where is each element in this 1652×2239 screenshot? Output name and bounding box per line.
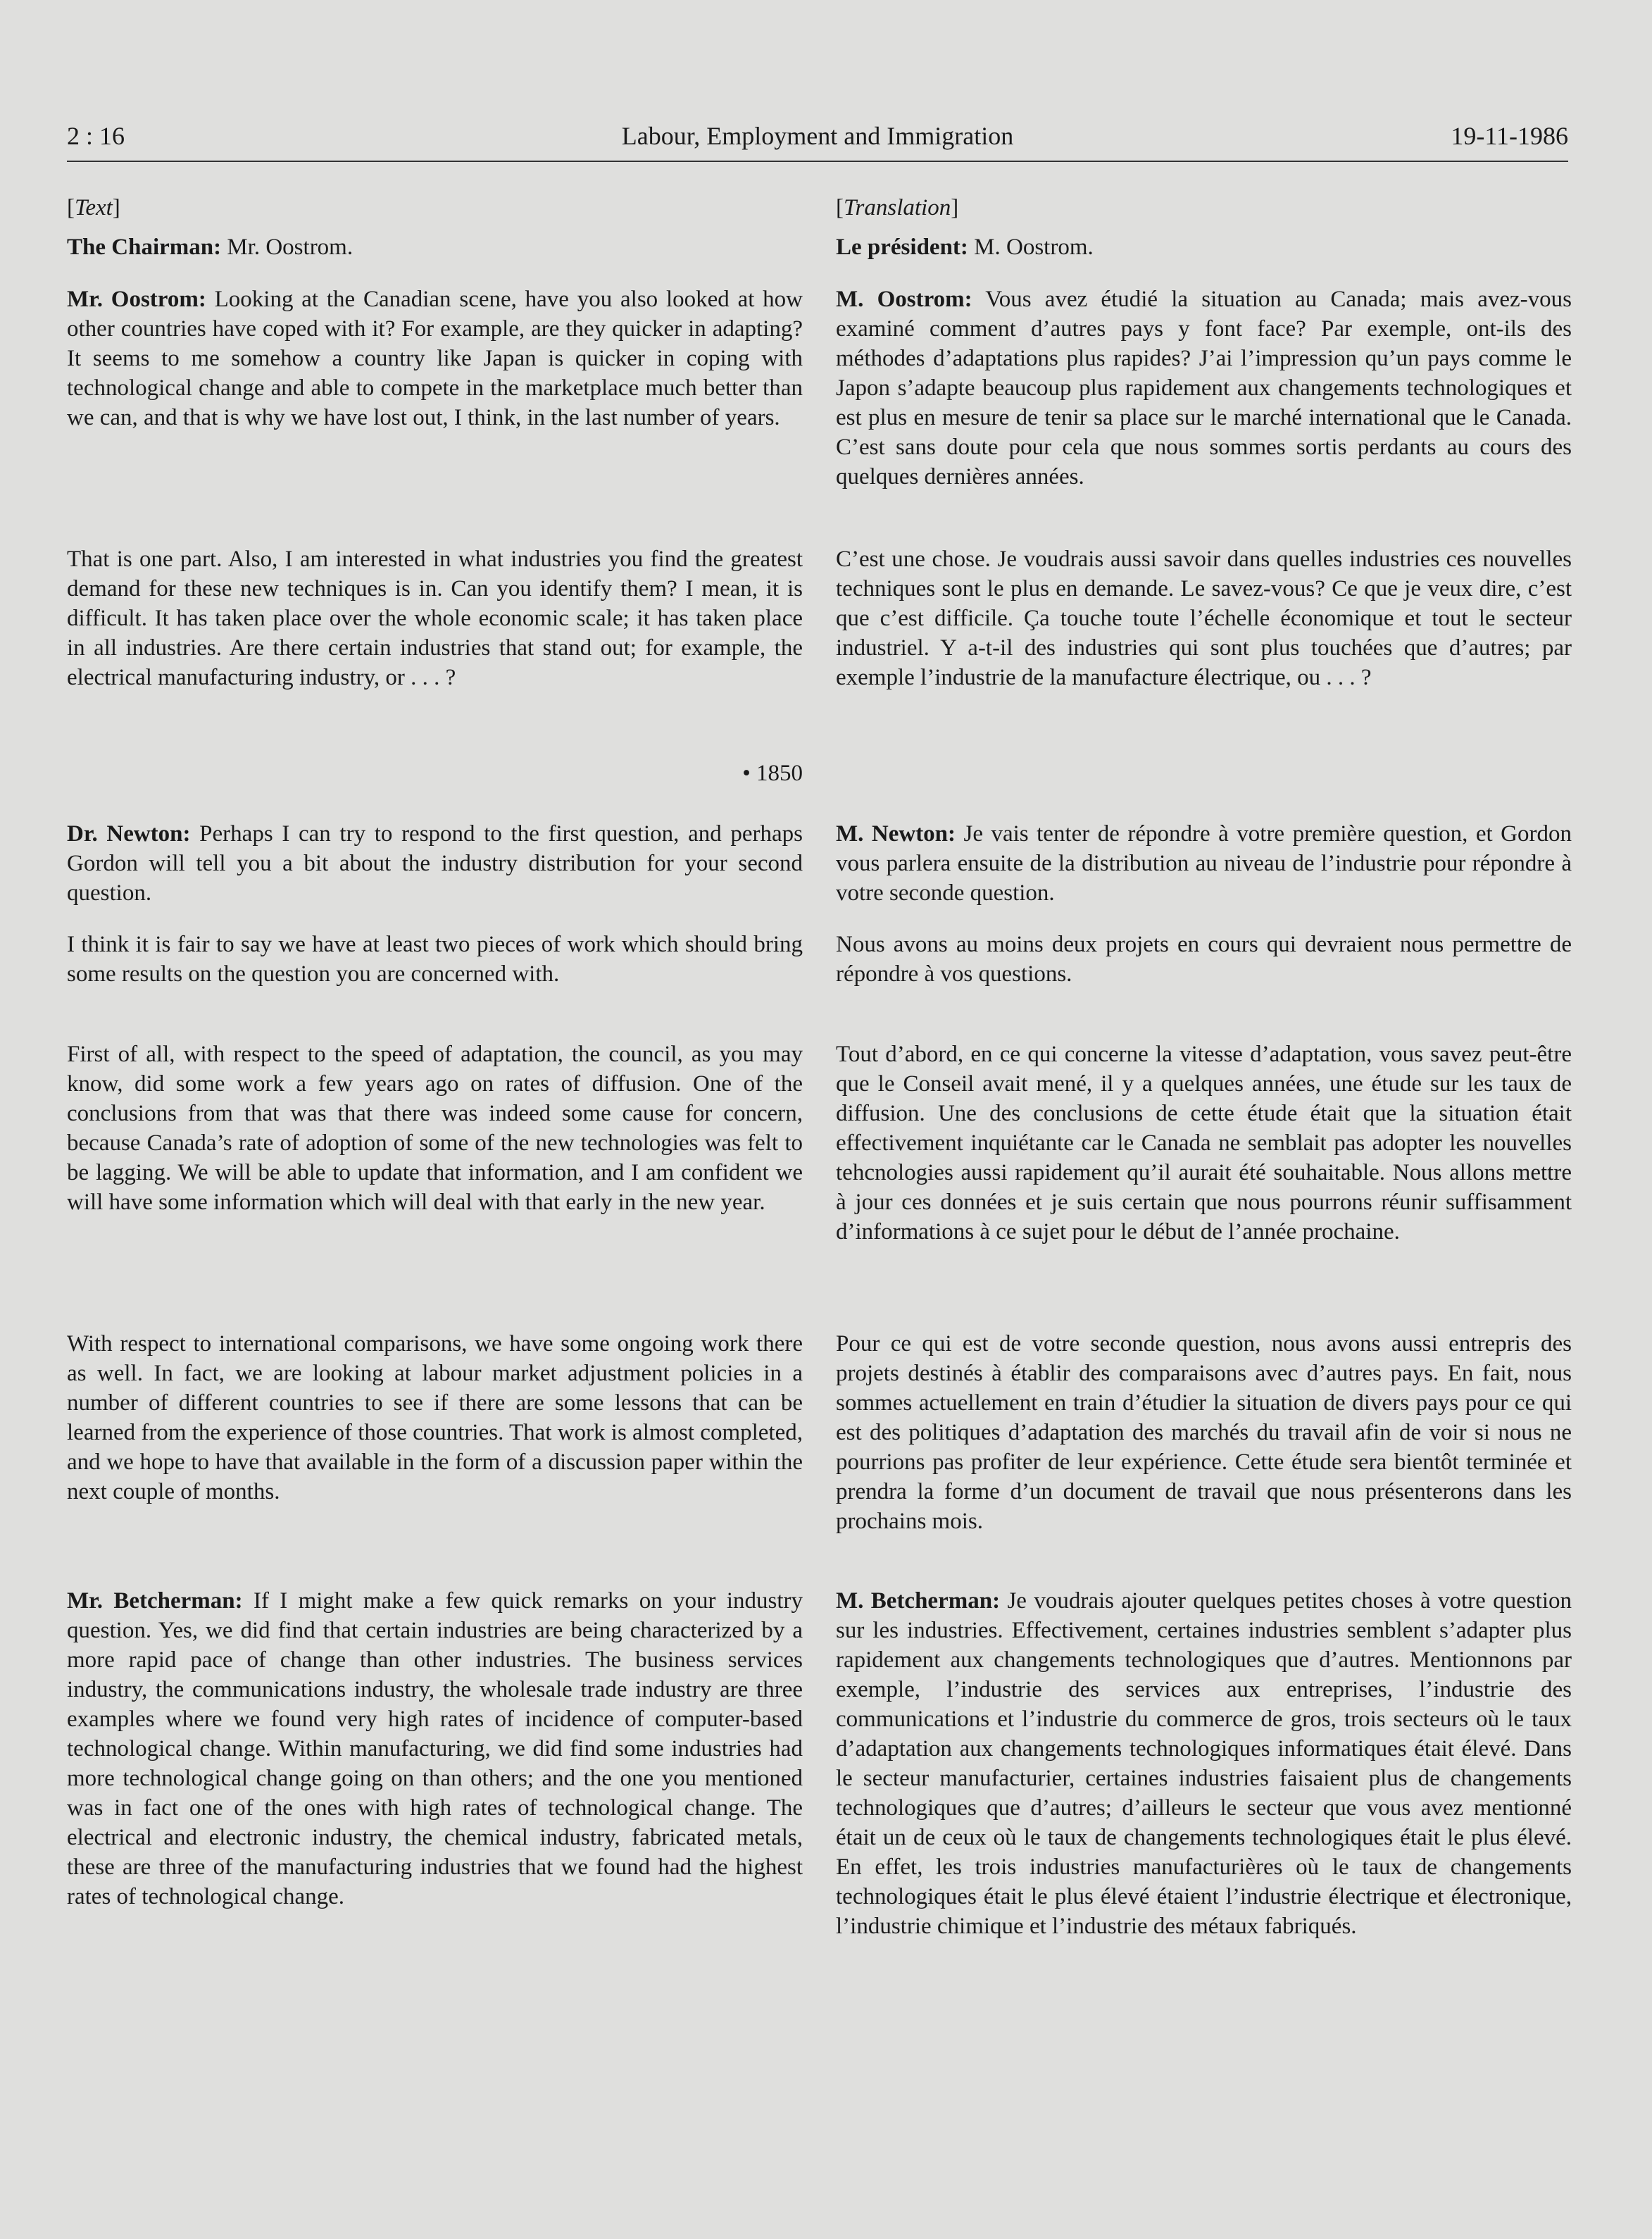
- speaker-name: Mr. Betcherman:: [67, 1588, 243, 1614]
- running-header: [67, 121, 1568, 161]
- speech-betcherman-fr: M. Betcherman: Je voudrais ajouter quelques petites choses à votre question sur les industries. Effectivement, certaines industries semblent s’adapter plus rapidement aux changements technologiques que d’autres. Mentionnons par exemple, l’industrie des services aux entreprises, l’industrie des communications et l’industrie du commerce de gros, trois secteurs où le taux d’adaptation aux changements technologiques informatiques était élevé. Dans le secteur manufacturier, certaines industries faisaient plus de changements technologiques que d’autres; d’ailleurs le secteur que vous avez mentionné était un de ceux où le taux de changements technologiques était le plus élevé. En effet, les trois industries manufacturières où le taux de changements technologiques était le plus élevé étaient l’industrie électrique et électronique, l’industrie chimique et l’industrie des métaux fabriqués.: [836, 1588, 1572, 1939]
- speech-newton-fr: M. Newton: Je vais tenter de répondre à votre première question, et Gordon vous parlera ensuite de la distribution au niveau de l’industrie pour répondre à votre seconde question.: [836, 821, 1572, 906]
- speaker-name: M. Betcherman:: [836, 1588, 1001, 1614]
- speech-oostrom: Mr. Oostrom: Looking at the Canadian scene, have you also looked at how other countries have coped with it? For example, are they quicker in adapting? It seems to me somehow a country like Japan is quicker in coping with technological change and able to compete in the marketplace much better than we can, and that is why we have lost out, I think, in the last number of years.: [67, 287, 803, 430]
- speaker-name: M. Oostrom:: [836, 287, 972, 312]
- header-rule: [67, 161, 1568, 162]
- running-title: Labour, Employment and Immigration: [621, 122, 1014, 150]
- speech-newton-comparisons: With respect to international comparisons, we have some ongoing work there as well. In fact, we are looking at labour market adjustment policies in a number of different countries to see if there are some lessons that can be learned from the experience of those countries. That work is almost completed, and we hope to have that available in the form of a discussion paper within the next couple of months.: [67, 1331, 803, 1504]
- speech-newton-adaptation: First of all, with respect to the speed of adaptation, the council, as you may know, did some work a few years ago on rates of diffusion. One of the conclusions from that was that there was indeed some cause for concern, because Canada’s rate of adoption of some of the new technologies was felt to be lagging. We will be able to update that information, and I am confident we will have some information which will deal with that early in the new year.: [67, 1042, 803, 1215]
- time-marker: • 1850: [742, 761, 803, 786]
- speech-oostrom-fr: M. Oostrom: Vous avez étudié la situation au Canada; mais avez-vous examiné comment d’autres pays y font face? Par exemple, ont-ils des méthodes d’adaptations plus rapides? J’ai l’impression qu’un pays comme le Japon s’adapte beaucoup plus rapidement aux changements technologiques et est plus en mesure de tenir sa place sur le marché international que le Canada. C’est sans doute pour cela que nous sommes sortis perdants au cours des quelques dernières années.: [836, 287, 1572, 489]
- page-number: 2 : 16: [67, 122, 125, 150]
- speaker-name: Le président:: [836, 235, 968, 260]
- text-tag: [Text]: [67, 195, 120, 220]
- sitting-date: 19-11-1986: [1451, 122, 1568, 150]
- speech-newton-fr-adaptation: Tout d’abord, en ce qui concerne la vitesse d’adaptation, vous savez peut-être que le Conseil avait mené, il y a quelques années, une étude sur les taux de diffusion. Une des conclusions de cette étude était que la situation était effectivement inquiétante car le Canada ne semblait pas adopter les nouvelles tehcnologies aussi rapidement qu’il aurait été souhaitable. Nous allons mettre à jour ces données et je suis certain que nous pourrons réunir suffisamment d’informations à ce sujet pour le début de l’année prochaine.: [836, 1042, 1572, 1245]
- speech-newton-fr-comparisons: Pour ce qui est de votre seconde question, nous avons aussi entrepris des projets destinés à établir des comparaisons avec d’autres pays. En fait, nous sommes actuellement en train d’étudier la situation de divers pays pour ce qui est des politiques d’adaptation des marchés du travail afin de voir si nous ne pourrions pas profiter de leur expérience. Cette étude sera bientôt terminée et prendra la forme d’un document de travail que nous présenterons dans les prochains mois.: [836, 1331, 1572, 1534]
- speech-oostrom-continued: That is one part. Also, I am interested in what industries you find the greatest demand for these new techniques is in. Can you identify them? I mean, it is difficult. It has taken place over the whole economic scale; it has taken place in all industries. Are there certain industries that stand out; for example, the electrical manufacturing industry, or . . . ?: [67, 547, 803, 690]
- speaker-name: Dr. Newton:: [67, 821, 191, 847]
- speaker-name: M. Newton:: [836, 821, 956, 847]
- speaker-name: The Chairman:: [67, 235, 222, 260]
- speech-newton-fr-continued: Nous avons au moins deux projets en cours qui devraient nous permettre de répondre à vos questions.: [836, 932, 1572, 987]
- speech-newton-continued: I think it is fair to say we have at least two pieces of work which should bring some results on the question you are concerned with.: [67, 932, 803, 987]
- speech-betcherman: Mr. Betcherman: If I might make a few quick remarks on your industry question. Yes, we did find that certain industries are being characterized by a more rapid pace of change than other industries. The business services industry, the communications industry, the wholesale trade industry are three examples where we found very high rates of incidence of computer-based technological change. Within manufacturing, we did find some industries had more technological change going on than others; and the one you mentioned was in fact one of the ones with high rates of technological change. The electrical and electronic industry, the chemical industry, fabricated metals, these are three of the manufacturing industries that we found had the highest rates of technological change.: [67, 1588, 803, 1909]
- speech-chairman: The Chairman: Mr. Oostrom.: [67, 235, 353, 260]
- translation-tag: [Translation]: [836, 195, 959, 220]
- speech-president: Le président: M. Oostrom.: [836, 235, 1094, 260]
- speech-oostrom-fr-continued: C’est une chose. Je voudrais aussi savoir dans quelles industries ces nouvelles techniques sont le plus en demande. Le savez-vous? Ce que je veux dire, c’est que c’est difficile. Ça touche toute l’échelle économique et tout le secteur industriel. Y a-t-il des industries qui sont plus touchées que d’autres; par exemple l’industrie de la manufacture électrique, ou . . . ?: [836, 547, 1572, 690]
- speaker-name: Mr. Oostrom:: [67, 287, 206, 312]
- speech-newton: Dr. Newton: Perhaps I can try to respond to the first question, and perhaps Gordon will tell you a bit about the industry distribution for your second question.: [67, 821, 803, 906]
